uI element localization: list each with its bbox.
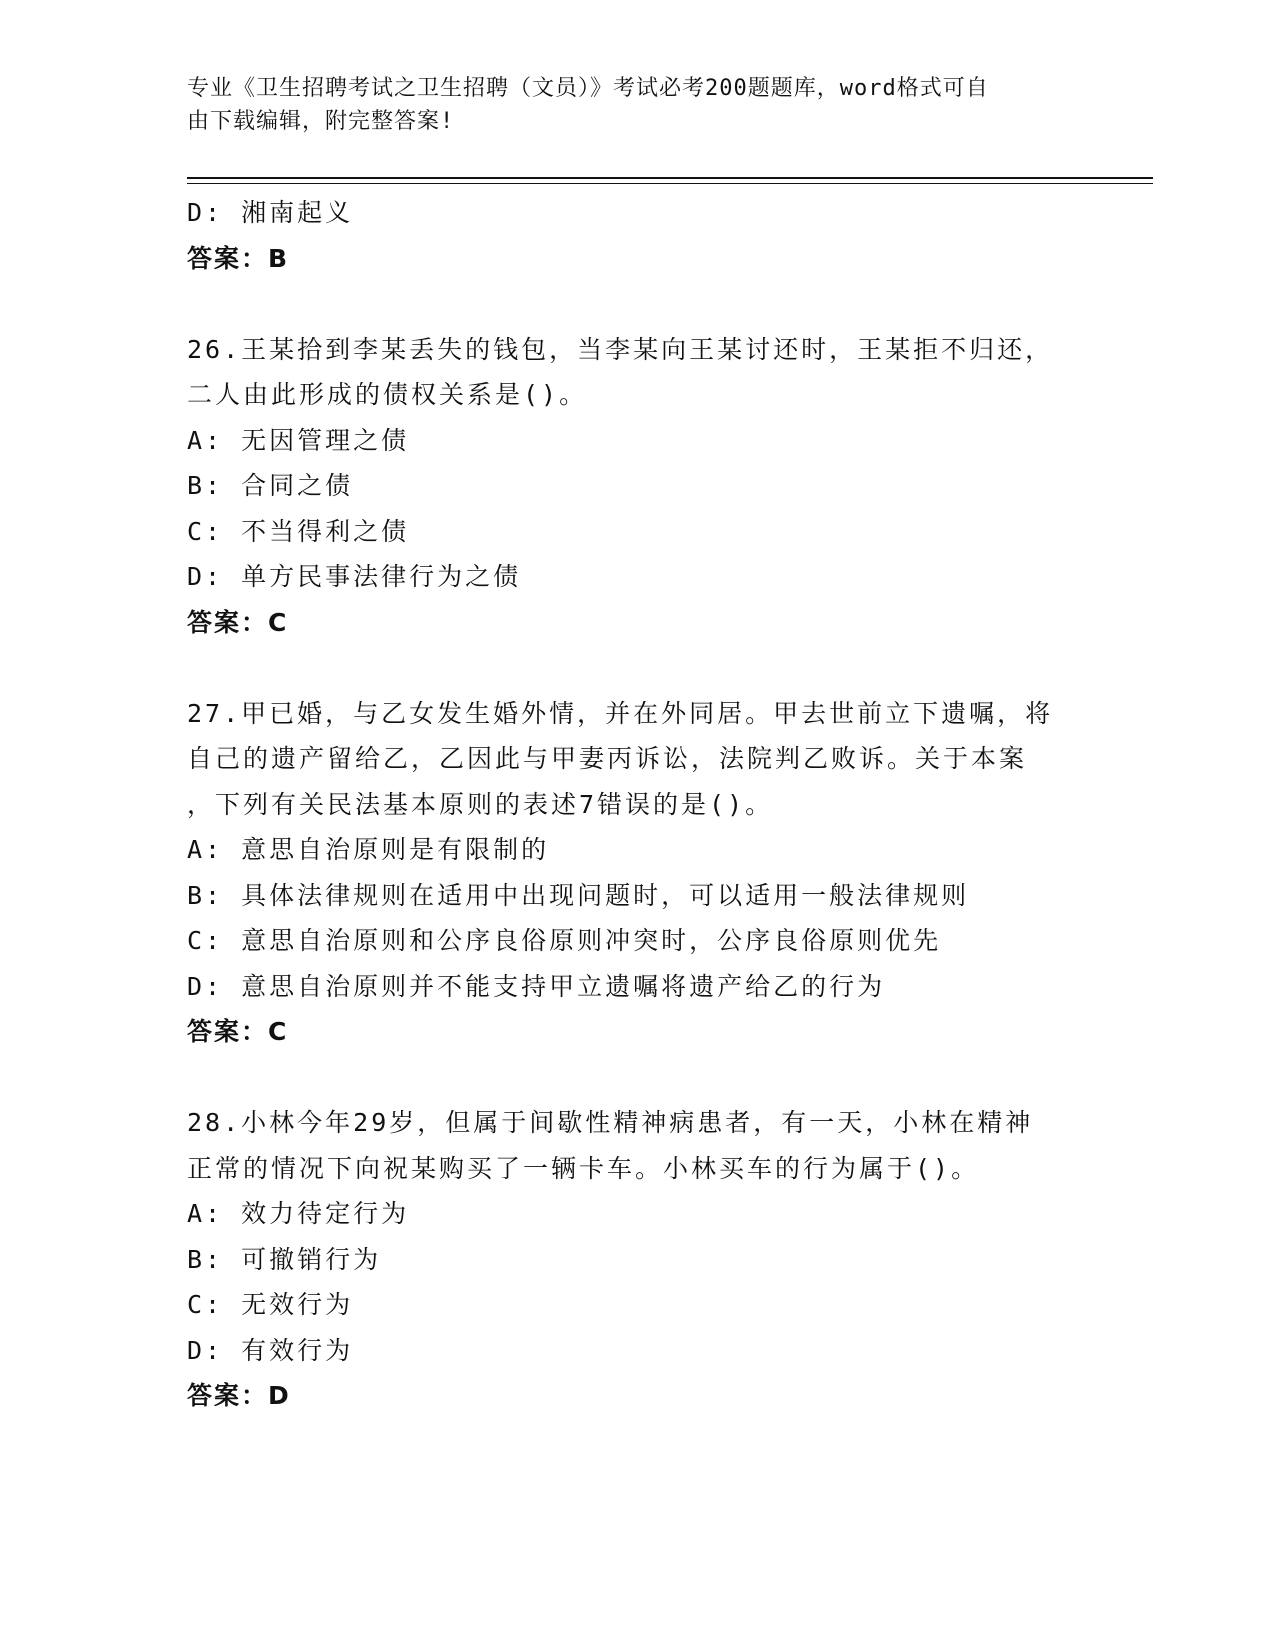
spacer	[187, 645, 1087, 691]
header-line-1: 专业《卫生招聘考试之卫生招聘（文员）》考试必考200题题库，word格式可自	[187, 76, 989, 101]
question-26	[187, 327, 1087, 646]
page-header	[187, 72, 1067, 138]
option-a: A: 效力待定行为	[187, 1199, 410, 1228]
option-c: C: 不当得利之债	[187, 516, 410, 546]
spacer	[187, 281, 1087, 327]
question-stem-line: 26.王某拾到李某丢失的钱包，当李某向王某讨还时，王某拒不归还，	[187, 334, 1054, 364]
header-rule-thin	[187, 183, 1153, 184]
option-b: B: 具体法律规则在适用中出现问题时，可以适用一般法律规则	[187, 880, 970, 910]
spacer	[187, 1055, 1087, 1101]
question-28	[187, 1100, 1087, 1419]
option-d: D: 单方民事法律行为之债	[187, 562, 522, 591]
option-b: B: 合同之债	[187, 471, 354, 500]
question-stem-line: 27.甲已婚，与乙女发生婚外情，并在外同居。甲去世前立下遗嘱，将	[187, 698, 1054, 728]
prev-answer: 答案：B	[187, 243, 290, 273]
question-stem-line: 正常的情况下向祝某购买了一辆卡车。小林买车的行为属于()。	[187, 1153, 980, 1183]
option-a: A: 无因管理之债	[187, 425, 410, 455]
answer: 答案：D	[187, 1381, 291, 1410]
question-stem-line: ，下列有关民法基本原则的表述7错误的是()。	[187, 789, 774, 819]
question-stem-line: 二人由此形成的债权关系是()。	[187, 380, 588, 409]
option-d: D: 意思自治原则并不能支持甲立遗嘱将遗产给乙的行为	[187, 971, 886, 1001]
question-stem-line: 28.小林今年29岁，但属于间歇性精神病患者，有一天，小林在精神	[187, 1108, 1034, 1137]
option-d: D: 有效行为	[187, 1335, 354, 1365]
option-a: A: 意思自治原则是有限制的	[187, 835, 550, 864]
option-c: C: 无效行为	[187, 1290, 354, 1319]
header-rule-thick	[187, 177, 1153, 179]
header-line-2: 由下载编辑，附完整答案!	[187, 109, 455, 134]
option-c: C: 意思自治原则和公序良俗原则冲突时，公序良俗原则优先	[187, 926, 942, 955]
prev-option-d: D: 湘南起义	[187, 198, 354, 227]
option-b: B: 可撤销行为	[187, 1244, 382, 1274]
answer: 答案：C	[187, 1017, 289, 1046]
answer: 答案：C	[187, 607, 289, 637]
question-list	[187, 190, 1087, 1419]
question-27	[187, 691, 1087, 1055]
question-stem-line: 自己的遗产留给乙，乙因此与甲妻丙诉讼，法院判乙败诉。关于本案	[187, 744, 1028, 773]
